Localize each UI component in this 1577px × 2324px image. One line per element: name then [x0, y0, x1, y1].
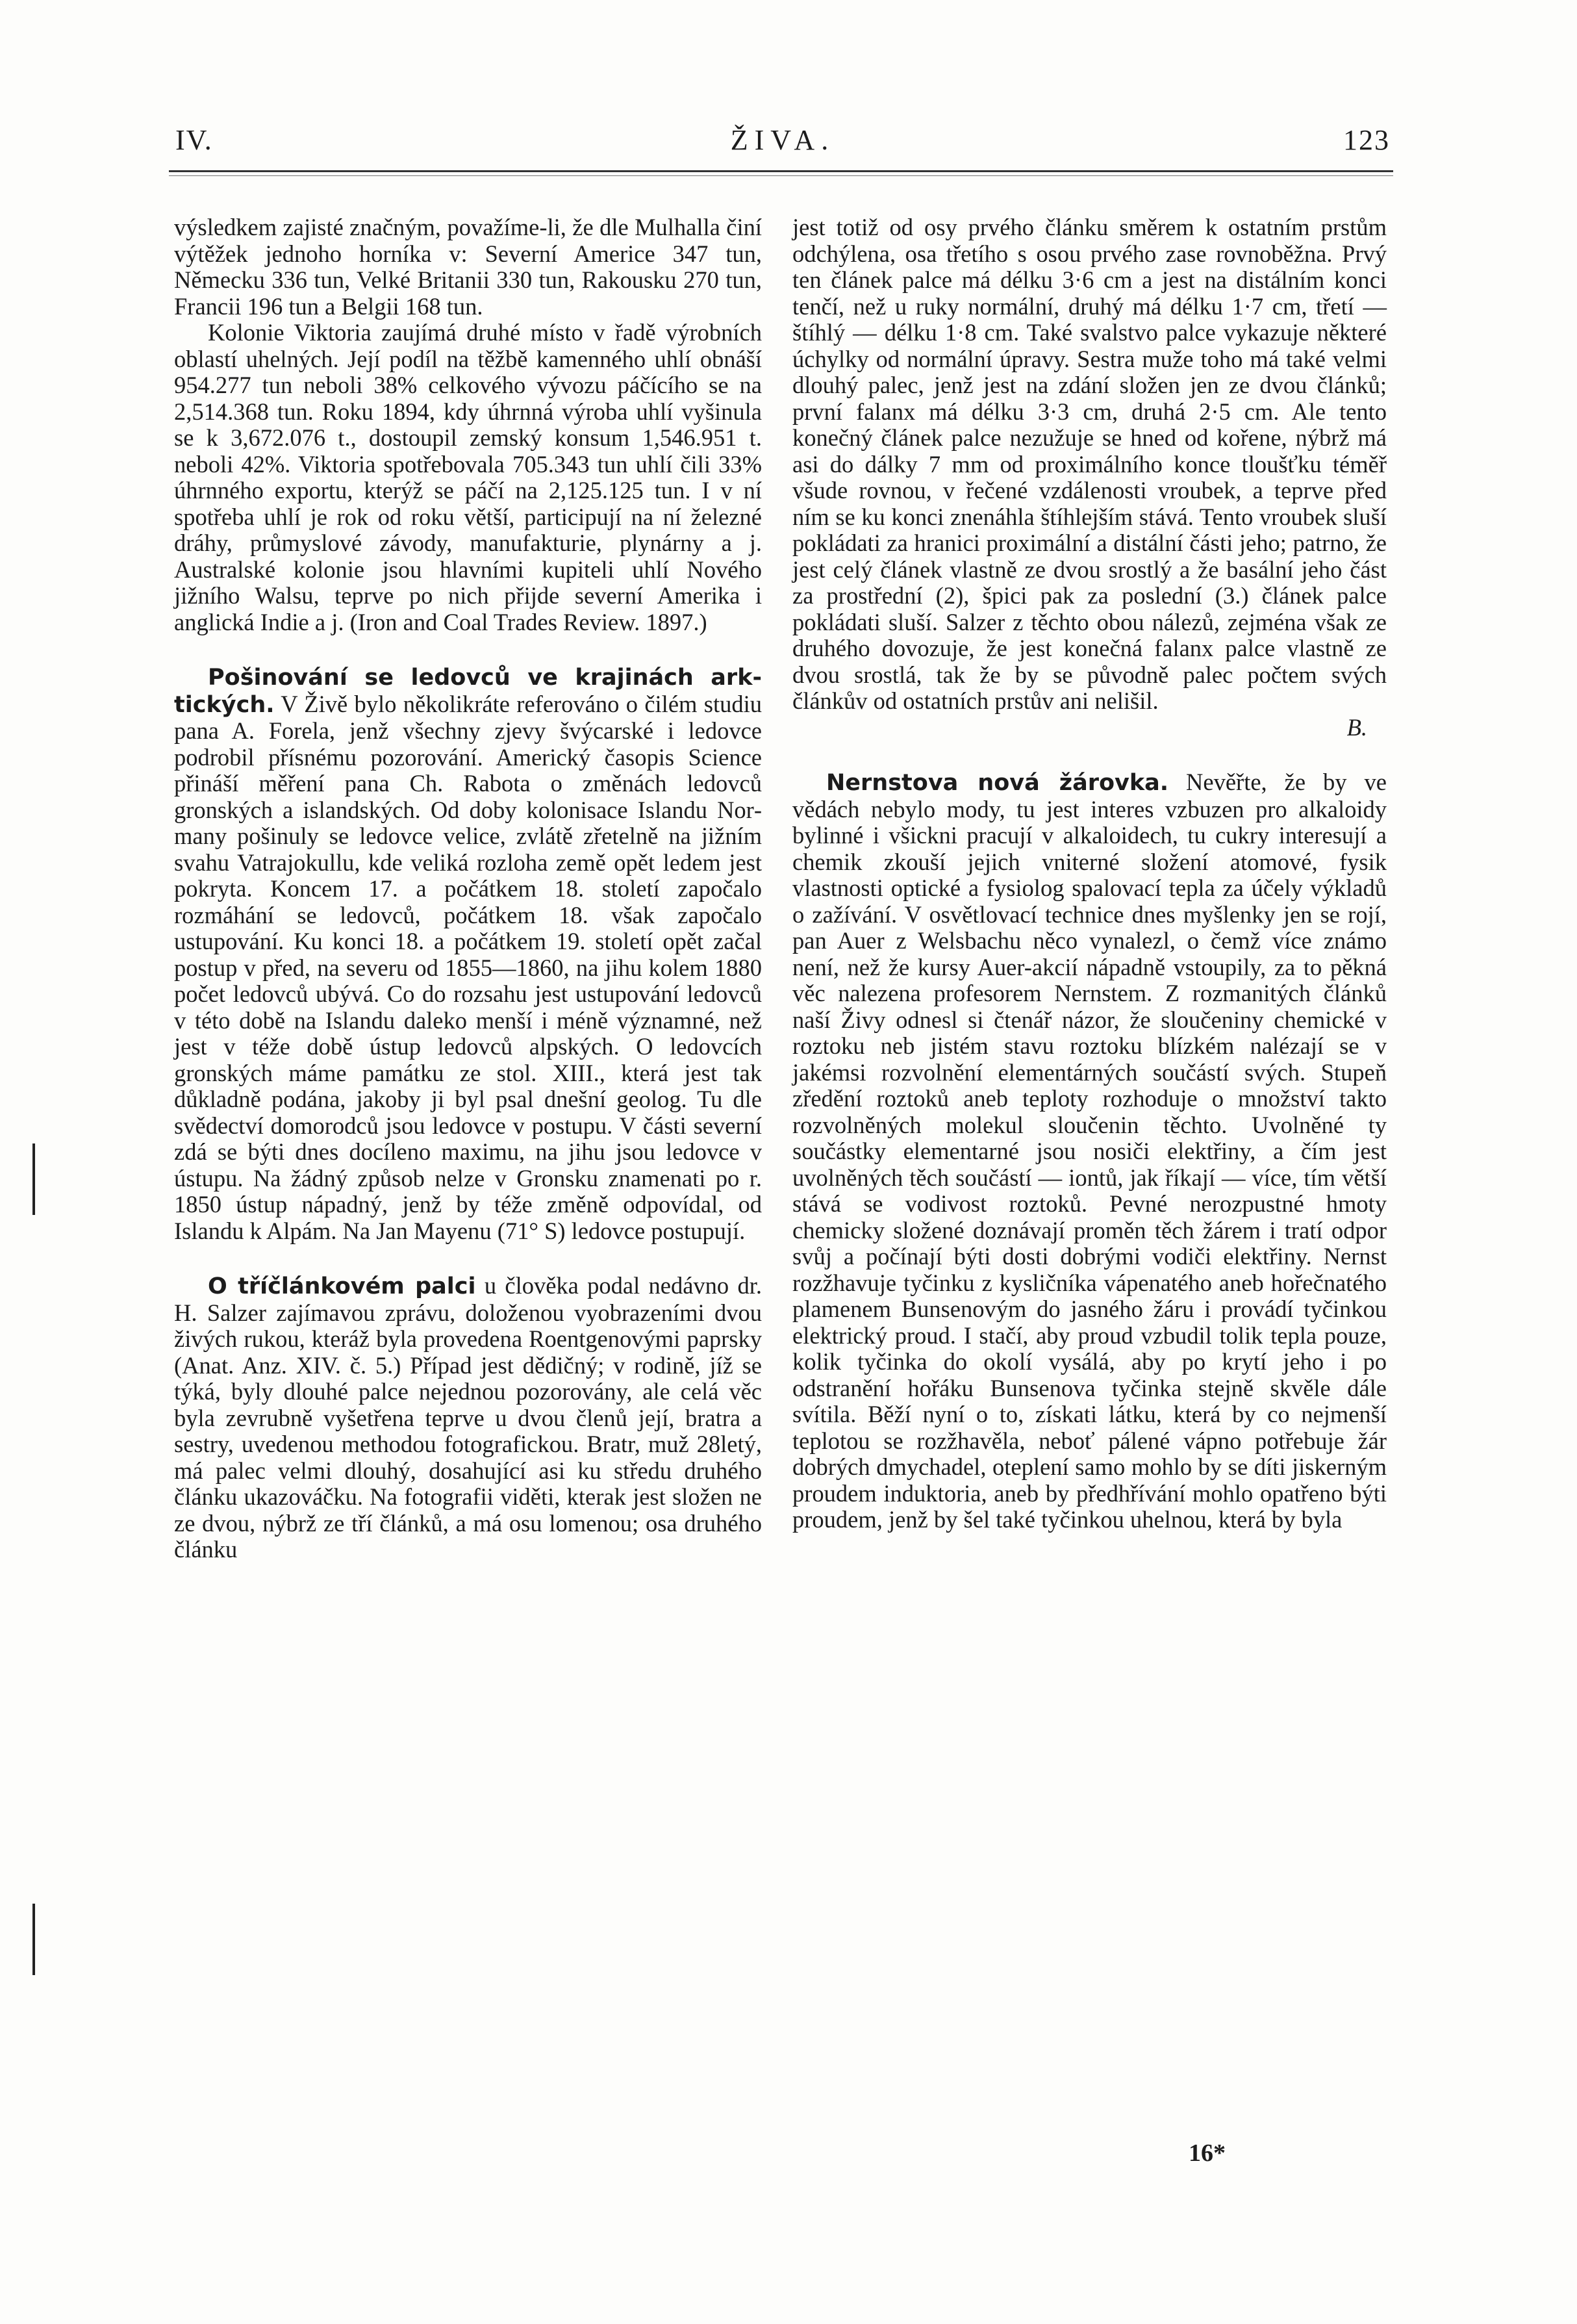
article-three-segment-thumb [174, 1273, 762, 1563]
section-heading: Pošinování se ledovců ve krajinách arktických. [174, 665, 762, 718]
volume-number: IV. [175, 124, 213, 156]
article-glacier-shifting [174, 664, 762, 1244]
header-rule [169, 170, 1393, 172]
journal-title: ŽIVA. [730, 124, 835, 156]
running-header [175, 123, 1390, 169]
binding-edge-mark [32, 1904, 35, 1975]
paragraph: výsledkem zajisté značným, považíme-li, že dle Mulhalla činí výtěžek jednoho horníka v: Severní Americe 347 tun, Německu 336 tun, Velké Britanii 330 tun, Rakousku 270 tun, Francii 196 tun a Belgii 168 tun. [174, 214, 762, 320]
signature-mark: 16* [1189, 2139, 1226, 2167]
section-text: Nevěřte, že by ve vědách nebylo mody, tu jest interes vzbuzen pro alkaloidy bylinné i všickni pracují v alkaloidech, tu cukry interesují a chemik zkouší jejich vniterné složení atomové, fysik vlastnosti optické a fysiolog spalovací tepla za účely výkladů o zažívání. V osvětlovací technice dnes myšlenky jen se rojí, pan Auer z Welsbachu něco vynalezl, o čemž více známo není, než že kursy Auer-akcií nápadně vstoupily, za to pěkná věc nalezena profesorem Nernstem. Z rozmanitých článků naší Živy odnesl si čtenář názor, že sloučeniny chemické v roztoku neb jistém stavu roztoku blízkém nalézají se v jakémsi rozvolnění elementárných součástí svých. Stupeň zředění roztoků aneb teploty rozhoduje o množství takto rozvolněných molekul sloučenin těchto. Uvolněné ty součástky elementarné jsou nosiči elektřiny, a čím jest uvolněných těch součástí — iontů, jak říkají — více, tím větší stává se vodivost roztoků. Pevné nerozpustné hmoty chemicky složené doznávají proměn těch žárem i tratí odpor svůj a počínají býti dosti dobrými vodiči elektřiny. Nernst rozžhavuje tyčinku z kysličníka vápenatého aneb hořečnatého plamenem Bunsenovým do jasného žáru i provádí tyčinkou elektrický proud. I stačí, aby proud vzbudil tolik tepla pouze, kolik tyčinka do okolí vysálá, aby po krytí jeho i po odstranění hořáku Bunsenova tyčinka stejně skvěle dále svítila. Běží nyní o to, získati látku, která by co nejmenší teplotou se rozžhavěla, neboť pálené vápno potřebuje žár dobrých dmychadel, oteplení samo mohlo by se díti jiskerným proudem induktoria, aneb by předhřívání mohlo opatřeno býti proudem, jenž by šel také tyčinkou uhelnou, která by byla [792, 769, 1387, 1533]
article-nernst-lamp [792, 769, 1387, 1533]
binding-edge-mark [32, 1143, 35, 1215]
section-heading: O tříčlánkovém palci [208, 1273, 476, 1299]
left-column [174, 214, 762, 1563]
paragraph: jest totiž od osy prvého článku směrem k ostatním prstům odchýlena, osa třetího s osou prvého zase rovnoběžna. Prvý ten článek palce má délku 3·6 cm a jest na distálním konci tenčí, než u ruky normální, druhý má délku 1·7 cm, třetí — štíhlý — délku 1·8 cm. Také svalstvo palce vykazuje některé úchylky od normální úpravy. Sestra muže toho má také velmi dlouhý palec, jenž jest na zdání složen jen ze dvou článků; první falanx má délku 3·3 cm, druhá 2·5 cm. Ale tento konečný článek palce nezužuje se hned od kořene, nýbrž má asi do dálky 7 mm od proximálního konce tloušťku téměř všude rovnou, v řečené vzdálenosti vroubek, a teprve před ním se ku konci znenáhla štíhlejším stává. Tento vroubek sluší pokládati za hranici proximální a distální části jeho; patrno, že jest celý článek vlastně ze dvou srostlý a že basální jeho část za prostřední (2), špici pak za poslední (3.) článek palce pokládati sluší. Salzer z těchto obou nálezů, zejména však ze druhého dovozuje, že jest konečná falanx palce vlastně ze dvou srostlá, tak že by se původně palec počtem svých článkův od ostatních prstův ani nelišil. [792, 214, 1387, 714]
section-heading: Nernstova nová žárovka. [826, 770, 1169, 796]
page-number: 123 [1343, 124, 1390, 156]
header-rule-thin [169, 175, 1393, 176]
right-column [792, 214, 1387, 1533]
paragraph: Kolonie Viktoria zaujímá druhé místo v řadě výrobních oblastí uhelných. Její podíl na těžbě kamenného uhlí obnáší 954.277 tun neboli 38% celkového vývozu páčícího se na 2,514.368 tun. Roku 1894, kdy úhrnná výroba uhlí vyšinula se k 3,672.076 t., dostoupil zemský konsum 1,546.951 t. neboli 42%. Viktoria spotřebovala 705.343 tun uhlí čili 33% úhrnného exportu, kterýž se páčí na 2,125.125 tun. I v ní spotřeba uhlí je rok od roku větší, participují na ní železné dráhy, průmyslové závody, manufakturie, plynárny a j. Australské kolonie jsou hlavními kupiteli uhlí Nového jižního Walsu, teprve po nich přijde severní Amerika i anglická Indie a j. (Iron and Coal Trades Review. 1897.) [174, 319, 762, 635]
section-text: u člověka podal nedávno dr. H. Salzer zajímavou zprávu, doloženou vyobrazeními dvou živých rukou, kteráž byla provedena Roentgenovými paprsky (Anat. Anz. XIV. č. 5.) Případ jest dědičný; v rodině, jíž se týká, byly dlouhé palce nejednou pozorovány, ale celá věc byla zevrubně vyšetřena teprve u dvou členů její, bratra a sestry, uvedenou methodou fotografickou. Bratr, muž 28letý, má palec velmi dlouhý, dosahující asi ku středu druhého článku ukazováčku. Na fotografii viděti, kterak jest složen ne ze dvou, nýbrž ze tří článků, a má osu lomenou; osa druhého článku [174, 1272, 762, 1563]
section-text: V Živě bylo několikráte referováno o čilém studiu pana A. Forela, jenž všechny zjevy švýcarské i ledovce podrobil přísnému pozorování. Americký časopis Science přináší měření pana Ch. Rabota o změnách ledovců gronských a islandských. Od doby kolonisace Islandu Normany pošinuly se ledovce velice, zvlátě zřetelně na jižním svahu Vatrajokullu, kde veliká rozloha země opět ledem jest pokryta. Koncem 17. a počátkem 18. století započalo rozmáhání se ledovců, počátkem 18. však započalo ustupování. Ku konci 18. a počátkem 19. století opět začal postup v před, na severu od 1855—1860, na jihu kolem 1880 počet ledovců ubývá. Co do rozsahu jest ustupování ledovců v této době na Islandu daleko menší i méně významné, než jest v téže době ústup ledovců alpských. O ledovcích gronských máme památku ze stol. XIII., která jest tak důkladně podána, jakoby ji byl psal dnešní geolog. Tu dle svědectví domorodců jsou ledovce v postupu. V části severní zdá se býti dnes docíleno maximu, na jihu jsou ledovce v ústupu. Na žádný způsob nelze v Gronsku znamenati po r. 1850 ústup nápadný, jenž by téže změně odpovídal, od Islandu k Alpám. Na Jan Mayenu (71° S) ledovce postupují. [174, 690, 762, 1244]
author-signature: B. [1346, 713, 1367, 741]
